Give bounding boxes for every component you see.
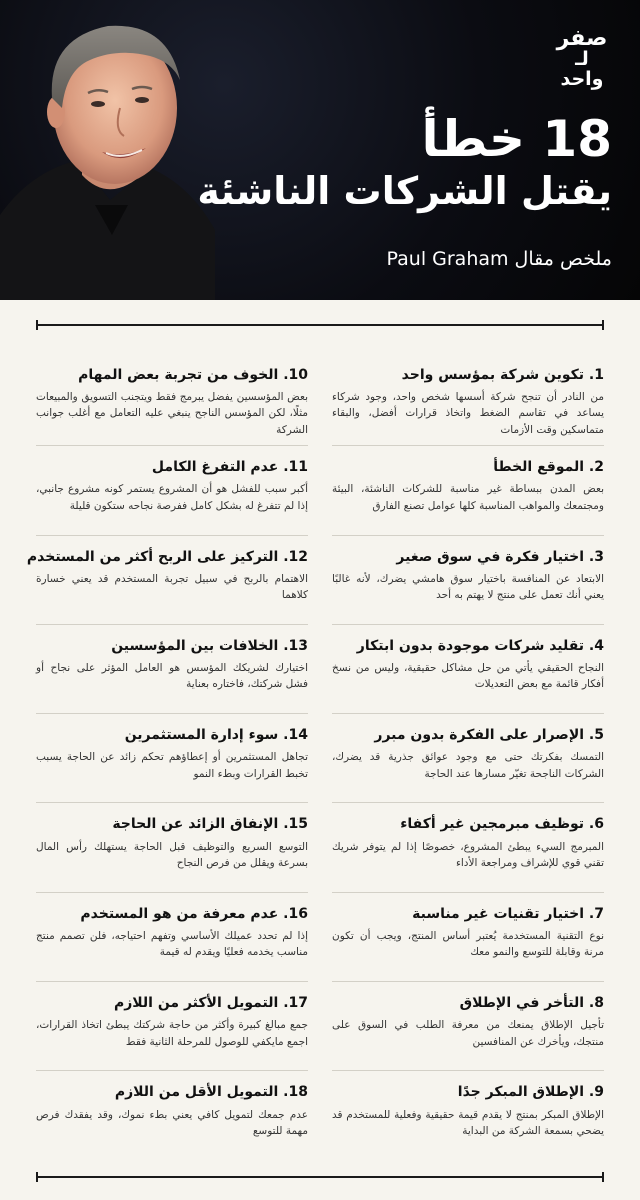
- bottom-divider: [36, 1176, 604, 1178]
- mistake-item: [26, 535, 308, 624]
- mistake-item: [332, 356, 604, 445]
- mistake-item: [332, 445, 604, 534]
- mistake-body: بعض المؤسسين يفضل يبرمج فقط ويتجنب التسويق والمبيعات مثلًا، لكن المؤسس الناجح ينبغي عليه التعامل مع أغلب جوانب الشركة: [36, 391, 308, 436]
- mistake-item: [332, 802, 604, 891]
- mistake-body: نوع التقنية المستخدمة يُعتبر أساس المنتج، ويجب أن تكون مرنة وقابلة للتوسع والنمو معك: [332, 929, 604, 959]
- mistake-title: 16. عدم معرفة من هو المستخدم: [80, 905, 308, 922]
- mistake-body: المبرمج السيء يبطئ المشروع، خصوصًا إذا لم يتوفر شريك تقني قوي للإشراف ومراجعة الأداء: [332, 840, 604, 869]
- mistake-title: 11. عدم التفرغ الكامل: [151, 459, 308, 476]
- summary-caption: ملخص مقال Paul Graham: [386, 248, 612, 270]
- mistake-title: 7. اختيار تقنيات غير مناسبة: [412, 905, 604, 922]
- page-title: 18 خطأ: [421, 110, 612, 168]
- mistake-title: 14. سوء إدارة المستثمرين: [124, 727, 308, 744]
- mistake-body: من النادر أن تنجح شركة أسسها شخص واحد، وجود شركاء يساعد في تقاسم الضغط واتخاذ قرارات أفضل، والبقاء متماسكين وقت الأزمات: [332, 391, 604, 436]
- mistake-title: 6. توظيف مبرمجين غير أكفاء: [400, 816, 604, 833]
- mistake-body: التوسع السريع والتوظيف قبل الحاجة يستهلك رأس المال بسرعة ويقلل من فرص النجاح: [36, 840, 308, 869]
- mistake-body: الإطلاق المبكر بمنتج لا يقدم قيمة حقيقية وفعلية للمستخدم قد يضحي بسمعة الشركة من البداية: [332, 1108, 604, 1137]
- mistake-item: [36, 356, 308, 445]
- mistake-item: [332, 713, 604, 802]
- mistake-title: 3. اختيار فكرة في سوق صغير: [396, 548, 604, 565]
- brand-logo-line2: لـ واحد: [560, 48, 604, 90]
- top-divider: [36, 324, 604, 326]
- mistake-title: 9. الإطلاق المبكر جدًا: [457, 1084, 604, 1101]
- mistake-item: [332, 535, 604, 624]
- mistake-body: إذا لم تحدد عميلك الأساسي وتفهم احتياجه، فلن تصمم منتج مناسب يخدمه فعليًا ويقدم له قيمة: [36, 929, 308, 959]
- mistake-body: اختيارك لشريكك المؤسس هو العامل المؤثر على نجاح أو فشل شركتك، فاختاره بعناية: [36, 662, 308, 691]
- portrait-photo: [0, 0, 215, 300]
- mistake-title: 8. التأخر في الإطلاق: [459, 995, 604, 1012]
- mistake-body: التمسك بفكرتك حتى مع وجود عوائق جذرية قد يضرك، الشركات الناجحة تغيّر مسارها عند الحاجة: [332, 751, 604, 780]
- mistakes-column-right: [332, 356, 604, 1160]
- mistake-title: 17. التمويل الأكثر من اللازم: [113, 995, 308, 1012]
- mistake-item: [36, 802, 308, 891]
- mistake-body: أكبر سبب للفشل هو أن المشروع يستمر كونه مشروع جانبي، إذا لم تتفرغ له بشكل كامل ففرصة نجاحه ستكون قليلة: [36, 483, 308, 512]
- brand-logo-line1: صفر: [556, 26, 608, 51]
- mistake-body: جمع مبالغ كبيرة وأكثر من حاجة شركتك يبطئ اتخاذ القرارات، اجمع مايكفي للوصول للمرحلة الثانية فقط: [36, 1019, 308, 1048]
- mistake-title: 18. التمويل الأقل من اللازم: [114, 1084, 308, 1101]
- mistake-title: 4. تقليد شركات موجودة بدون ابتكار: [356, 637, 604, 654]
- mistake-body: النجاح الحقيقي يأتي من حل مشاكل حقيقية، وليس من نسخ أفكار قائمة مع بعض التعديلات: [332, 662, 604, 691]
- mistake-item: [36, 892, 308, 981]
- mistake-body: عدم جمعك لتمويل كافي يعني بطء نموك، وقد يفقدك فرص مهمة للتوسع: [36, 1108, 308, 1137]
- mistake-item: [36, 1070, 308, 1159]
- mistake-item: [332, 892, 604, 981]
- mistake-item: [332, 981, 604, 1070]
- mistake-title: 10. الخوف من تجربة بعض المهام: [78, 367, 308, 383]
- mistake-item: [36, 981, 308, 1070]
- mistake-title: 2. الموقع الخطأ: [493, 459, 604, 476]
- mistake-body: بعض المدن ببساطة غير مناسبة للشركات الناشئة، البيئة ومجتمعك والمواهب المناسبة كلها عوامل تصنع الفارق: [332, 483, 604, 512]
- mistake-title: 13. الخلافات بين المؤسسين: [111, 637, 308, 654]
- header-banner: [0, 0, 640, 300]
- mistake-item: [332, 1070, 604, 1159]
- mistake-title: 5. الإصرار على الفكرة بدون مبرر: [374, 727, 604, 744]
- mistake-title: 1. تكوين شركة بمؤسس واحد: [401, 367, 604, 383]
- mistake-title: 12. التركيز على الربح أكثر من المستخدم: [26, 548, 308, 565]
- mistakes-column-left: [26, 356, 308, 1160]
- mistakes-grid: [26, 356, 604, 1160]
- mistake-body: الابتعاد عن المنافسة باختيار سوق هامشي يضرك، لأنه غالبًا يعني أنك تعمل على منتج لا يهتم به أحد: [332, 572, 604, 602]
- mistake-body: الاهتمام بالربح في سبيل تجربة المستخدم قد يعني خسارة كلاهما: [36, 572, 308, 602]
- mistake-item: [36, 713, 308, 802]
- page-subtitle: يقتل الشركات الناشئة: [197, 169, 612, 213]
- mistake-body: تجاهل المستثمرين أو إعطاؤهم تحكم زائد عن الحاجة يسبب تخبط القرارات وبطء النمو: [36, 751, 308, 780]
- mistake-body: تأجيل الإطلاق يمنعك من معرفة الطلب في السوق على منتجك، ويأخرك عن المنافسين: [332, 1019, 604, 1048]
- mistake-title: 15. الإنفاق الزائد عن الحاجة: [112, 816, 308, 833]
- mistake-item: [36, 445, 308, 534]
- brand-logo: [552, 28, 612, 89]
- mistake-item: [36, 624, 308, 713]
- mistake-item: [332, 624, 604, 713]
